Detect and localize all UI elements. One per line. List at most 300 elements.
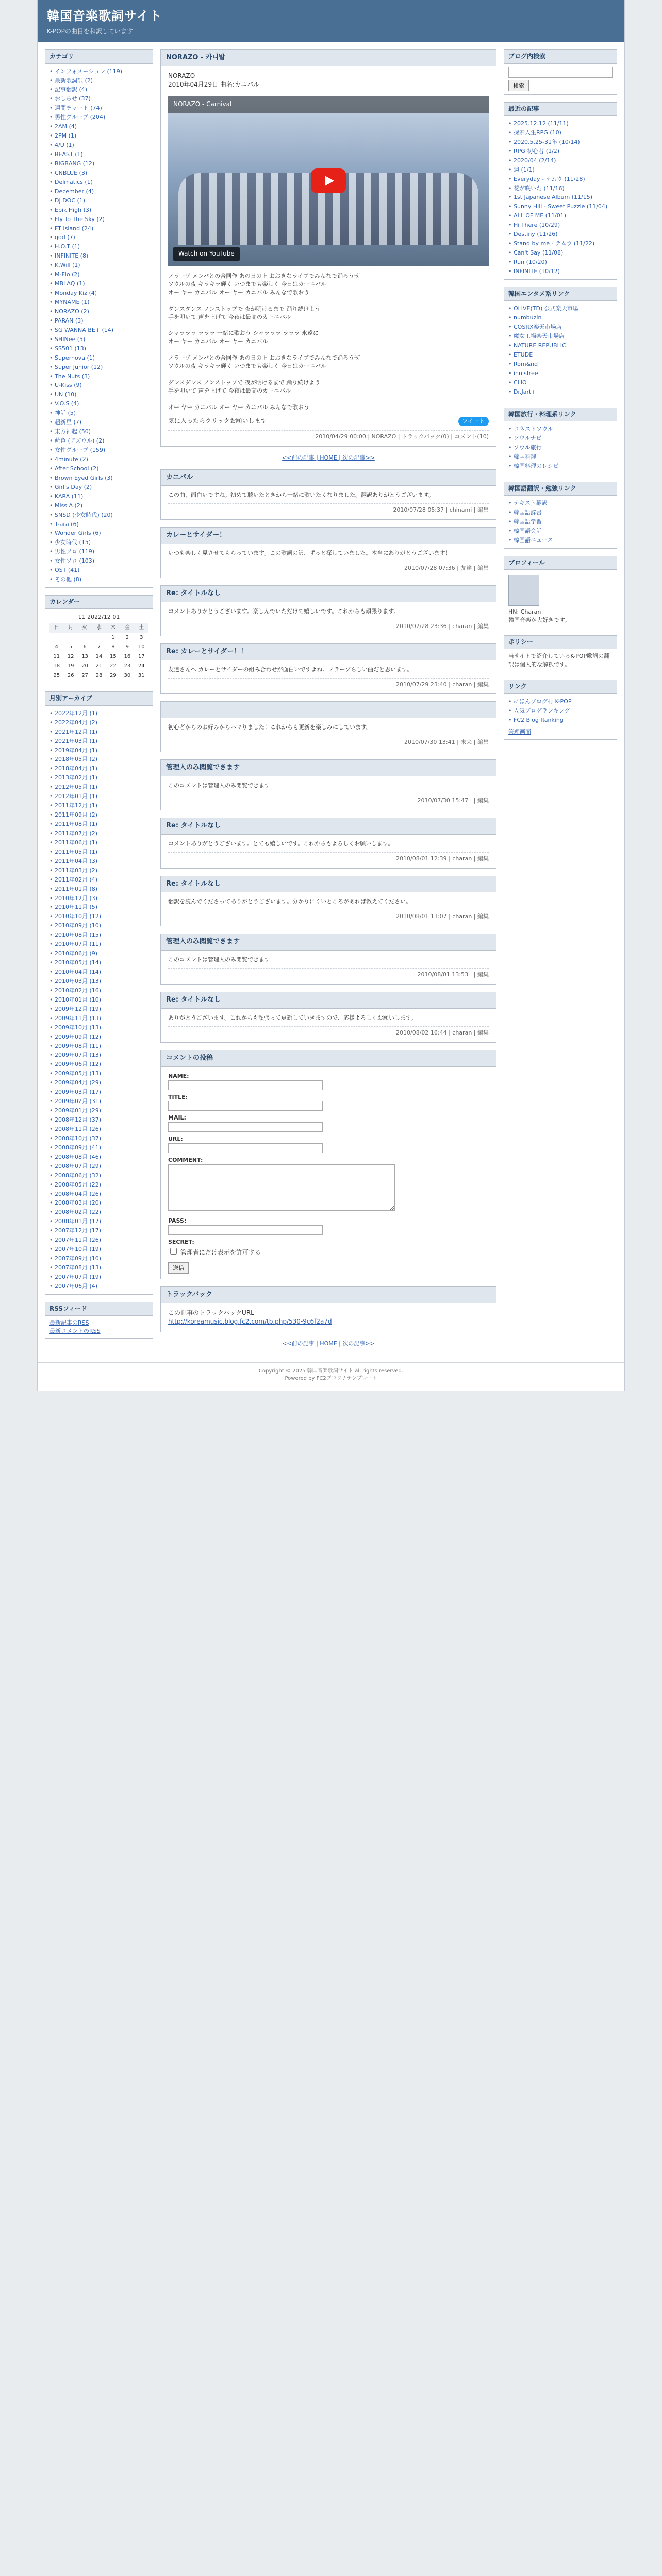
archive-item[interactable]: • 2021年12月 (1)	[49, 727, 148, 737]
link-item[interactable]: • 人気ブログランキング	[508, 706, 613, 716]
comment-title: カニバル	[161, 470, 496, 486]
category-item[interactable]: • おしらせ (37)	[49, 94, 148, 104]
comment-title	[161, 702, 496, 718]
profile-box	[504, 556, 617, 628]
comment-body: 友達さんへ カレーとサイダーの組み合わせが面白いですよね。ノラーゾらしい曲だと思います。	[168, 666, 413, 673]
link-item[interactable]: • 韓国語辞書	[508, 508, 613, 517]
post-meta-bottom[interactable]: 2010/04/29 00:00 | NORAZO | トラックバック(0) | コメント(10)	[168, 430, 489, 441]
comment-body: ありがとうございます。これからも頑張って更新していきますので、応援よろしくお願いします。	[168, 1014, 417, 1021]
archive-item[interactable]: • 2011年08月 (1)	[49, 820, 148, 829]
category-item[interactable]: • INFINITE (8)	[49, 251, 148, 261]
calendar-day: 12	[67, 653, 74, 659]
archive-item[interactable]: • 2011年09月 (2)	[49, 810, 148, 820]
admin-link[interactable]: 管理画面	[508, 728, 531, 735]
title-label: TITLE:	[168, 1093, 188, 1100]
category-item[interactable]: • 超新星 (7)	[49, 418, 148, 427]
comment	[160, 818, 496, 869]
calendar-day: 27	[81, 672, 88, 679]
post-footer-note: 気に入ったらクリックお願いします	[168, 417, 267, 425]
calendar-day-header: 日	[49, 623, 63, 633]
category-item[interactable]: • UN (10)	[49, 390, 148, 399]
archive-item[interactable]: • 2011年01月 (8)	[49, 885, 148, 894]
calendar-day: 7	[97, 644, 101, 650]
link-item[interactable]: • ソウルナビ	[508, 434, 613, 443]
recent-item[interactable]: • INFINITE (10/12)	[508, 267, 613, 276]
category-item[interactable]: • 4/U (1)	[49, 141, 148, 150]
archive-item[interactable]: • 2009年08月 (11)	[49, 1042, 148, 1051]
archive-item[interactable]: • 2009年07月 (13)	[49, 1050, 148, 1060]
archive-item[interactable]: • 2007年11月 (26)	[49, 1235, 148, 1245]
category-item[interactable]: • 最新歌詞訳 (2)	[49, 76, 148, 86]
comment-title: Re: タイトルなし	[161, 992, 496, 1009]
category-item[interactable]: • After School (2)	[49, 464, 148, 473]
lyric-line	[168, 346, 489, 354]
avatar	[508, 575, 539, 606]
archive-item[interactable]: • 2008年01月 (17)	[49, 1217, 148, 1226]
lyric-line: ノラーゾ メンバとの合同作 あの日の上 おおきなライブでみんなで踊ろうぜ	[168, 272, 360, 279]
site-title[interactable]: 韓国音楽歌詞サイト	[47, 9, 162, 23]
category-item[interactable]: • SG WANNA BE+ (14)	[49, 326, 148, 335]
category-item[interactable]: • 藍色 (アズウル) (2)	[49, 436, 148, 446]
calendar-day: 21	[95, 663, 103, 669]
archive-item[interactable]: • 2008年02月 (22)	[49, 1208, 148, 1217]
pass-field[interactable]	[168, 1225, 323, 1235]
submit-button[interactable]: 送信	[168, 1262, 189, 1274]
category-item[interactable]: • SHINee (5)	[49, 335, 148, 344]
comment	[160, 876, 496, 927]
comment-body: 初心者からのお好みからハマりました！これからも更新を楽しみにしています。	[168, 724, 372, 731]
link-item[interactable]: • NATURE REPUBLIC	[508, 341, 613, 350]
lyric-line: ダンスダンス ノンストップで 夜が明けるまで 踊り続けよう	[168, 305, 321, 312]
archive-item[interactable]: • 2010年10月 (12)	[49, 912, 148, 921]
comment-body: 翻訳を読んでくださってありがとうございます。分かりにくいところがあれば教えてください。	[168, 898, 412, 905]
lyric-line: 手を叩いて 声を上げて 今夜は最高のカーニバル	[168, 313, 291, 320]
calendar-day: 16	[124, 653, 131, 659]
policy-text: 当サイトで紹介しているK-POP歌詞の翻訳は個人的な解釈です。	[508, 653, 610, 668]
link-item[interactable]: • 魔女工場楽天市場店	[508, 332, 613, 341]
link-item[interactable]: • 韓国語会話	[508, 527, 613, 536]
calendar-day-header: 木	[106, 623, 120, 633]
recent-item[interactable]: • Sunny Hill - Sweet Puzzle (11/04)	[508, 202, 613, 211]
archive-item[interactable]: • 2022年04月 (2)	[49, 718, 148, 727]
archive-item[interactable]: • 2011年12月 (1)	[49, 801, 148, 810]
calendar-day: 24	[138, 663, 145, 669]
play-icon[interactable]	[311, 168, 346, 193]
category-item[interactable]: • 神話 (5)	[49, 409, 148, 418]
calendar-day: 23	[124, 663, 131, 669]
recent-heading: 最近の記事	[504, 103, 617, 116]
archive-item[interactable]: • 2007年09月 (10)	[49, 1254, 148, 1263]
category-item[interactable]: • 2PM (1)	[49, 131, 148, 141]
calendar-day: 2	[125, 634, 129, 640]
archive-item[interactable]: • 2018年04月 (1)	[49, 764, 148, 773]
link-item[interactable]: • Dr.Jart+	[508, 387, 613, 397]
archive-item[interactable]: • 2010年07月 (11)	[49, 940, 148, 949]
calendar-day: 6	[83, 644, 87, 650]
comment-meta[interactable]: 2010/08/01 12:39 | charan | 編集	[168, 852, 489, 863]
link-item[interactable]: • innisfree	[508, 369, 613, 378]
link-item[interactable]: • COSRX楽天市場店	[508, 323, 613, 332]
calendar-day: 9	[125, 644, 129, 650]
comment-body: このコメントは管理人のみ閲覧できます	[168, 956, 270, 963]
lyric-line: ソウルの夜 キラキラ輝く いつまでも楽しく 今日はカーニバル	[168, 363, 327, 370]
category-item[interactable]: • 週間チャート (74)	[49, 104, 148, 113]
link-item[interactable]: • 韓国料理	[508, 452, 613, 462]
archive-item[interactable]: • 2009年02月 (31)	[49, 1097, 148, 1106]
lyric-line: ノラーゾ メンバとの合同作 あの日の上 おおきなライブでみんなで踊ろうぜ	[168, 354, 360, 362]
archive-item[interactable]: • 2011年03月 (2)	[49, 866, 148, 875]
category-item[interactable]: • December (4)	[49, 187, 148, 196]
calendar-day-header: 土	[135, 623, 148, 633]
category-item[interactable]: • Wonder Girls (6)	[49, 529, 148, 538]
archive-item[interactable]: • 2011年04月 (3)	[49, 857, 148, 866]
comment	[160, 469, 496, 520]
archive-item[interactable]: • 2008年09月 (41)	[49, 1143, 148, 1153]
profile-name: Charan	[520, 608, 541, 616]
recent-item[interactable]: • RPG 初心者 (1/2)	[508, 147, 613, 156]
recent-box	[504, 102, 617, 280]
comment-label: COMMENT:	[168, 1157, 203, 1164]
category-item[interactable]: • 記事翻訳 (4)	[49, 85, 148, 94]
rss-box	[45, 1302, 153, 1339]
category-item[interactable]: • K.Will (1)	[49, 261, 148, 270]
post	[160, 49, 496, 446]
comment-meta[interactable]: 2010/07/28 23:36 | charan | 編集	[168, 620, 489, 631]
lyric-line: シャラララ ラララ 一緒に歌おう シャラララ ラララ 永遠に	[168, 330, 319, 337]
link-item[interactable]: • 韓国語ニュース	[508, 536, 613, 545]
category-list	[49, 67, 148, 585]
trackback-title: トラックバック	[161, 1287, 496, 1303]
bottom-nav[interactable]: <<前の記事 | HOME | 次の記事>>	[282, 1340, 375, 1347]
comment-meta[interactable]: 2010/07/29 23:40 | charan | 編集	[168, 678, 489, 689]
calendar-day: 11	[53, 653, 60, 659]
recent-item[interactable]: • 2020/04 (2/14)	[508, 156, 613, 165]
archive-item[interactable]: • 2019年04月 (1)	[49, 746, 148, 755]
calendar-day: 20	[81, 663, 88, 669]
archive-item[interactable]: • 2007年10月 (19)	[49, 1245, 148, 1254]
category-item[interactable]: • MBLAQ (1)	[49, 279, 148, 289]
comment-textarea[interactable]	[168, 1164, 395, 1211]
search-box	[504, 49, 617, 94]
calendar-day	[78, 633, 92, 643]
archive-item[interactable]: • 2008年11月 (26)	[49, 1125, 148, 1134]
archive-item[interactable]: • 2018年05月 (2)	[49, 755, 148, 764]
category-item[interactable]: • Supernova (1)	[49, 353, 148, 363]
lyric-line: オー ヤー カニバル オー ヤー カニバル みんなで歌おう	[168, 403, 309, 411]
archive-item[interactable]: • 2009年01月 (29)	[49, 1106, 148, 1115]
comment-meta[interactable]: 2010/07/28 07:36 | 友達 | 編集	[168, 562, 489, 572]
rss-link-comments[interactable]: 最新コメントのRSS	[49, 1328, 101, 1335]
site-header	[38, 0, 624, 42]
archive-item[interactable]: • 2021年03月 (1)	[49, 737, 148, 746]
rss-heading: RSSフィード	[45, 1302, 153, 1316]
tweet-button[interactable]: ツイート	[458, 417, 489, 426]
category-item[interactable]: • M-Flo (2)	[49, 270, 148, 279]
archive-item[interactable]: • 2012年05月 (1)	[49, 783, 148, 792]
title-field[interactable]	[168, 1101, 323, 1111]
archive-item[interactable]: • 2010年05月 (14)	[49, 958, 148, 968]
comment-title: Re: カレーとサイダー！！	[161, 644, 496, 660]
category-item[interactable]: • Girl's Day (2)	[49, 483, 148, 492]
secret-option-label: 管理者にだけ表示を許可する	[180, 1248, 261, 1256]
archive-item[interactable]: • 2013年02月 (1)	[49, 773, 148, 783]
recent-item[interactable]: • Destiny (11/26)	[508, 230, 613, 239]
archive-item[interactable]: • 2010年03月 (13)	[49, 977, 148, 986]
archive-item[interactable]: • 2008年06月 (32)	[49, 1171, 148, 1180]
calendar-day: 1	[111, 634, 115, 640]
calendar-day-header: 月	[63, 623, 77, 633]
archive-item[interactable]: • 2009年10月 (13)	[49, 1023, 148, 1032]
archive-item[interactable]: • 2009年09月 (12)	[49, 1032, 148, 1042]
category-item[interactable]: • PARAN (3)	[49, 316, 148, 326]
link-item[interactable]: • にほんブログ村 K-POP	[508, 697, 613, 706]
category-item[interactable]: • 東方神起 (50)	[49, 427, 148, 436]
calendar-day: 28	[95, 672, 103, 679]
name-field[interactable]	[168, 1080, 323, 1090]
category-item[interactable]: • BIGBANG (12)	[49, 159, 148, 168]
recent-item[interactable]: • 1st Japanese Album (11/15)	[508, 193, 613, 202]
archive-item[interactable]: • 2010年08月 (15)	[49, 930, 148, 940]
archive-item[interactable]: • 2010年02月 (16)	[49, 986, 148, 995]
archive-item[interactable]: • 2008年05月 (22)	[49, 1180, 148, 1190]
comment-title: 管理人のみ閲覧できます	[161, 760, 496, 776]
calendar-day: 22	[110, 663, 117, 669]
rss-link-entries[interactable]: 最新記事のRSS	[49, 1319, 89, 1327]
lyric-line	[168, 321, 489, 329]
link-item[interactable]: • Rom&nd	[508, 360, 613, 369]
comment-meta[interactable]: 2010/08/01 13:07 | charan | 編集	[168, 910, 489, 921]
lyric-line	[168, 395, 489, 403]
category-item[interactable]: • Delmatics (1)	[49, 178, 148, 187]
category-item[interactable]: • 女性ソロ (103)	[49, 556, 148, 566]
archive-item[interactable]: • 2009年12月 (19)	[49, 1005, 148, 1014]
search-input[interactable]	[508, 67, 613, 78]
archive-item[interactable]: • 2009年05月 (13)	[49, 1069, 148, 1078]
recent-item[interactable]: • Can't Say (11/08)	[508, 248, 613, 258]
search-button[interactable]: 検索	[508, 80, 529, 91]
secret-checkbox[interactable]	[170, 1248, 177, 1255]
comment-body: コメントありがとうございます。楽しんでいただけて嬉しいです。これからも頑張ります。	[168, 607, 400, 615]
lyric-line: 手を叩いて 声を上げて 今夜は最高のカーニバル	[168, 387, 291, 394]
calendar-day: 26	[67, 672, 74, 679]
calendar-day: 14	[95, 653, 103, 659]
mail-field[interactable]	[168, 1122, 323, 1132]
calendar-day-header: 水	[92, 623, 106, 633]
archive-item[interactable]: • 2012年01月 (1)	[49, 792, 148, 801]
archive-item[interactable]: • 2008年07月 (29)	[49, 1162, 148, 1171]
link-item[interactable]: • テキスト翻訳	[508, 499, 613, 508]
link-item[interactable]: • ソウル旅行	[508, 443, 613, 452]
category-item[interactable]: • SS501 (13)	[49, 344, 148, 353]
category-item[interactable]: • 女性グループ (159)	[49, 446, 148, 455]
links3-list	[508, 499, 613, 545]
lyric-line: ソウルの夜 キラキラ輝く いつまでも楽しく 今日はカーニバル	[168, 280, 327, 287]
comment-meta[interactable]: 2010/07/30 13:41 | 未来 | 編集	[168, 736, 489, 747]
category-item[interactable]: • V.O.S (4)	[49, 399, 148, 409]
category-item[interactable]: • OST (41)	[49, 566, 148, 575]
video-title[interactable]: NORAZO - Carnival	[168, 96, 489, 113]
archive-item[interactable]: • 2011年06月 (1)	[49, 838, 148, 848]
archive-item[interactable]: • 2009年04月 (29)	[49, 1078, 148, 1088]
calendar-table	[49, 623, 148, 681]
category-item[interactable]: • SNSD (少女時代) (20)	[49, 511, 148, 520]
recent-item[interactable]: • 探索人生RPG (10)	[508, 128, 613, 138]
post-nav[interactable]: <<前の記事 | HOME | 次の記事>>	[282, 454, 375, 461]
comment-meta[interactable]: 2010/08/02 16:44 | charan | 編集	[168, 1026, 489, 1037]
link-item[interactable]: • コネストソウル	[508, 425, 613, 434]
post-meta-top: NORAZO	[168, 72, 195, 80]
recent-item[interactable]: • ALL OF ME (11/01)	[508, 211, 613, 221]
archive-item[interactable]: • 2009年06月 (12)	[49, 1060, 148, 1069]
archive-item[interactable]: • 2008年10月 (37)	[49, 1134, 148, 1143]
category-item[interactable]: • NORAZO (2)	[49, 307, 148, 316]
link-item[interactable]: • 韓国語学習	[508, 517, 613, 527]
archive-item[interactable]: • 2011年02月 (4)	[49, 875, 148, 885]
category-item[interactable]: • 2AM (4)	[49, 122, 148, 131]
category-item[interactable]: • Monday Kiz (4)	[49, 289, 148, 298]
search-heading: ブログ内検索	[504, 50, 617, 63]
post-date-line: 2010年04月29日 曲名:カニバル	[168, 81, 259, 89]
category-item[interactable]: • Super Junior (12)	[49, 363, 148, 372]
comment-title: Re: タイトルなし	[161, 876, 496, 893]
link-heading: リンク	[504, 680, 617, 693]
archive-item[interactable]: • 2022年12月 (1)	[49, 709, 148, 718]
category-item[interactable]: • KARA (11)	[49, 492, 148, 501]
recent-item[interactable]: • Run (10/20)	[508, 258, 613, 267]
policy-heading: ポリシー	[504, 636, 617, 649]
archive-item[interactable]: • 2007年06月 (4)	[49, 1282, 148, 1291]
trackback-url[interactable]: http://koreamusic.blog.fc2.com/tb.php/530-9c6f2a7d	[168, 1318, 332, 1326]
recent-item[interactable]: • 週 (1/1)	[508, 165, 613, 175]
calendar-day: 10	[138, 644, 145, 650]
links2-list	[508, 425, 613, 471]
archive-item[interactable]: • 2008年03月 (20)	[49, 1198, 148, 1208]
category-item[interactable]: • FT Island (24)	[49, 224, 148, 233]
category-item[interactable]: • その他 (8)	[49, 575, 148, 584]
calendar-day-header: 火	[78, 623, 92, 633]
archive-item[interactable]: • 2011年07月 (2)	[49, 829, 148, 838]
calendar-day: 4	[55, 644, 58, 650]
links3-box	[504, 482, 617, 549]
archive-item[interactable]: • 2008年08月 (46)	[49, 1153, 148, 1162]
archive-box	[45, 691, 153, 1294]
comment	[160, 701, 496, 752]
category-item[interactable]: • U-Kiss (9)	[49, 381, 148, 390]
comment-meta[interactable]: 2010/07/30 15:47 | | 編集	[168, 794, 489, 805]
category-item[interactable]: • インフォメーション (119)	[49, 67, 148, 76]
lyric-line	[168, 297, 489, 305]
comment	[160, 992, 496, 1043]
category-item[interactable]: • BEAST (1)	[49, 150, 148, 159]
category-item[interactable]: • MYNAME (1)	[49, 298, 148, 307]
category-item[interactable]: • The Nuts (3)	[49, 372, 148, 381]
calendar-day: 8	[111, 644, 115, 650]
calendar-day	[63, 633, 77, 643]
recent-item[interactable]: • 2020.5.25-31年 (10/14)	[508, 138, 613, 147]
category-item[interactable]: • Brown Eyed Girls (3)	[49, 473, 148, 483]
comment-form	[160, 1050, 496, 1279]
link-item[interactable]: • numbuzin	[508, 313, 613, 323]
archive-item[interactable]: • 2010年12月 (3)	[49, 894, 148, 903]
trackback-label: この記事のトラックバックURL	[168, 1309, 254, 1316]
category-item[interactable]: • Miss A (2)	[49, 501, 148, 511]
category-item[interactable]: • 男性ソロ (119)	[49, 547, 148, 556]
recent-item[interactable]: • Hi There (10/29)	[508, 221, 613, 230]
category-item[interactable]: • 男性グループ (204)	[49, 113, 148, 122]
lyric-line: ダンスダンス ノンストップで 夜が明けるまで 踊り続けよう	[168, 379, 321, 386]
links2-box	[504, 408, 617, 474]
youtube-embed[interactable]	[168, 96, 489, 266]
policy-box	[504, 635, 617, 672]
archive-item[interactable]: • 2008年04月 (26)	[49, 1190, 148, 1199]
archive-item[interactable]: • 2007年07月 (19)	[49, 1273, 148, 1282]
comment-meta[interactable]: 2010/07/28 05:37 | chinami | 編集	[168, 503, 489, 514]
secret-label: SECRET:	[168, 1238, 194, 1245]
archive-item[interactable]: • 2008年12月 (37)	[49, 1115, 148, 1125]
comment-title: Re: タイトルなし	[161, 586, 496, 602]
recent-item[interactable]: • 2025.12.12 (11/11)	[508, 119, 613, 128]
archive-item[interactable]: • 2009年03月 (17)	[49, 1088, 148, 1097]
archive-item[interactable]: • 2010年09月 (10)	[49, 921, 148, 930]
calendar-day: 15	[110, 653, 117, 659]
calendar-day	[49, 633, 63, 643]
lyric-line: オー ヤー カニバル オー ヤー カニバル	[168, 338, 268, 345]
category-item[interactable]: • H.O.T (1)	[49, 242, 148, 251]
category-item[interactable]: • T-ara (6)	[49, 520, 148, 529]
link-item[interactable]: • FC2 Blog Ranking	[508, 716, 613, 725]
powered-by: Powered by FC2ブログ / テンプレート	[285, 1376, 377, 1381]
archive-item[interactable]: • 2011年05月 (1)	[49, 848, 148, 857]
link-item[interactable]: • ETUDE	[508, 350, 613, 360]
link-item[interactable]: • CLIO	[508, 378, 613, 387]
comment	[160, 527, 496, 578]
recent-item[interactable]: • Stand by me - テムウ (11/22)	[508, 239, 613, 248]
lyrics	[168, 272, 489, 412]
category-item[interactable]: • 少女時代 (15)	[49, 538, 148, 547]
comment	[160, 934, 496, 985]
archive-item[interactable]: • 2010年11月 (5)	[49, 903, 148, 912]
archive-item[interactable]: • 2010年06月 (9)	[49, 949, 148, 958]
archive-item[interactable]: • 2007年08月 (13)	[49, 1263, 148, 1273]
url-field[interactable]	[168, 1143, 323, 1153]
comment-body: このコメントは管理人のみ閲覧できます	[168, 782, 270, 789]
archive-item[interactable]: • 2009年11月 (13)	[49, 1014, 148, 1023]
recent-item[interactable]: • 花が咲いた (11/16)	[508, 184, 613, 193]
comment-body: この曲、面白いですね。初めて聴いたときから一緒に歌いたくなりました。翻訳ありがとうございます。	[168, 492, 435, 499]
archive-item[interactable]: • 2007年12月 (17)	[49, 1226, 148, 1235]
archive-item[interactable]: • 2010年04月 (14)	[49, 968, 148, 977]
category-item[interactable]: • Fly To The Sky (2)	[49, 215, 148, 224]
archive-item[interactable]: • 2010年01月 (10)	[49, 995, 148, 1005]
archive-heading: 月別アーカイブ	[45, 692, 153, 705]
comment-meta[interactable]: 2010/08/01 13:53 | | 編集	[168, 968, 489, 979]
link-item[interactable]: • OLIVE(TD) 公式楽天市場	[508, 304, 613, 313]
lyric-line	[168, 370, 489, 379]
category-item[interactable]: • 4minute (2)	[49, 455, 148, 464]
post-title[interactable]: NORAZO - 카니발	[161, 50, 496, 66]
profile-heading: プロフィール	[504, 556, 617, 570]
watch-on-youtube[interactable]: Watch on YouTube	[173, 247, 240, 260]
layout	[38, 42, 624, 1362]
category-item[interactable]: • Epik High (3)	[49, 206, 148, 215]
calendar-day: 5	[69, 644, 73, 650]
category-item[interactable]: • god (7)	[49, 233, 148, 242]
category-item[interactable]: • DJ DOC (1)	[49, 196, 148, 206]
link-item[interactable]: • 韓国料理のレシピ	[508, 462, 613, 471]
trackback-box	[160, 1286, 496, 1332]
category-item[interactable]: • CNBLUE (3)	[49, 168, 148, 178]
recent-item[interactable]: • Everyday - テムウ (11/28)	[508, 175, 613, 184]
